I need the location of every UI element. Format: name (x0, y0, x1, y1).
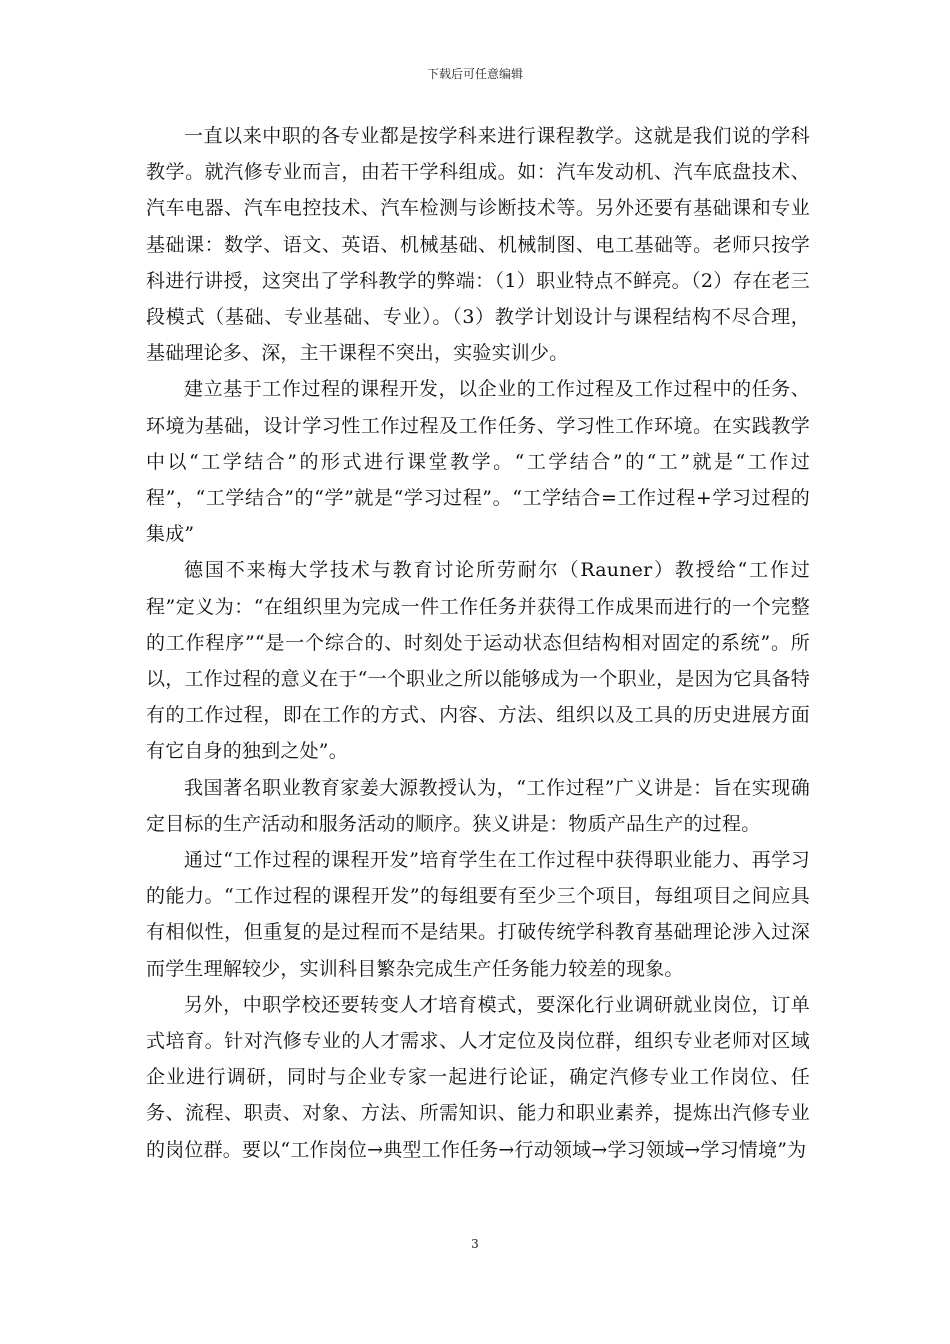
page-number: 3 (471, 1237, 479, 1251)
paragraph-curriculum-development: 通过“工作过程的课程开发”培育学生在工作过程中获得职业能力、再学习的能力。“工作过程的课程开发”的每组要有至少三个项目，每组项目之间应具有相似性，但重复的是过程而不是结果。打破传统学科教育基础理论涉入过深而学生理解较少，实训科目繁杂完成生产任务能力较差的现象。 (146, 849, 810, 980)
paragraph-training-model: 另外，中职学校还要转变人才培育模式，要深化行业调研就业岗位，订单式培育。针对汽修专业的人才需求、人才定位及岗位群，组织专业老师对区域企业进行调研，同时与企业专家一起进行论证，确定汽修专业工作岗位、任务、流程、职责、对象、方法、所需知识、能力和职业素养，提炼出汽修专业的岗位群。要以“工作岗位→典型工作任务→行动领域→学习领域→学习情境”为 (146, 993, 810, 1161)
paragraph-jiang-dayuan: 我国著名职业教育家姜大源教授认为，“工作过程”广义讲是：旨在实现确定目标的生产活动和服务活动的顺序。狭义讲是：物质产品生产的过程。 (146, 776, 810, 835)
body-text (146, 118, 810, 1168)
paragraph-subject-teaching: 一直以来中职的各专业都是按学科来进行课程教学。这就是我们说的学科教学。就汽修专业而言，由若干学科组成。如：汽车发动机、汽车底盘技术、汽车电器、汽车电控技术、汽车检测与诊断技术等。另外还要有基础课和专业基础课：数学、语文、英语、机械基础、机械制图、电工基础等。老师只按学科进行讲授，这突出了学科教学的弊端：（1）职业特点不鲜亮。（2）存在老三段模式（基础、专业基础、专业）。（3）教学计划设计与课程结构不尽合理，基础理论多、深，主干课程不突出，实验实训少。 (146, 125, 810, 365)
page-header: 下载后可任意编辑 (426, 67, 523, 81)
paragraph-rauner-definition: 德国不来梅大学技术与教育讨论所劳耐尔（Rauner）教授给“工作过程”定义为：“在组织里为完成一件工作任务并获得工作成果而进行的一个完整的工作程序”“是一个综合的、时刻处于运动状态但结构相对固定的系统”。所以，工作过程的意义在于“一个职业之所以能够成为一个职业，是因为它具备特有的工作过程，即在工作的方式、内容、方法、组织以及工具的历史进展方面有它自身的独到之处”。 (146, 559, 810, 763)
paragraph-work-process-curriculum: 建立基于工作过程的课程开发，以企业的工作过程及工作过程中的任务、环境为基础，设计学习性工作过程及工作任务、学习性工作环境。在实践教学中以“工学结合”的形式进行课堂教学。“工学结合”的“工”就是“工作过程”，“工学结合”的“学”就是“学习过程”。“工学结合=工作过程+学习过程的集成” (146, 378, 810, 546)
